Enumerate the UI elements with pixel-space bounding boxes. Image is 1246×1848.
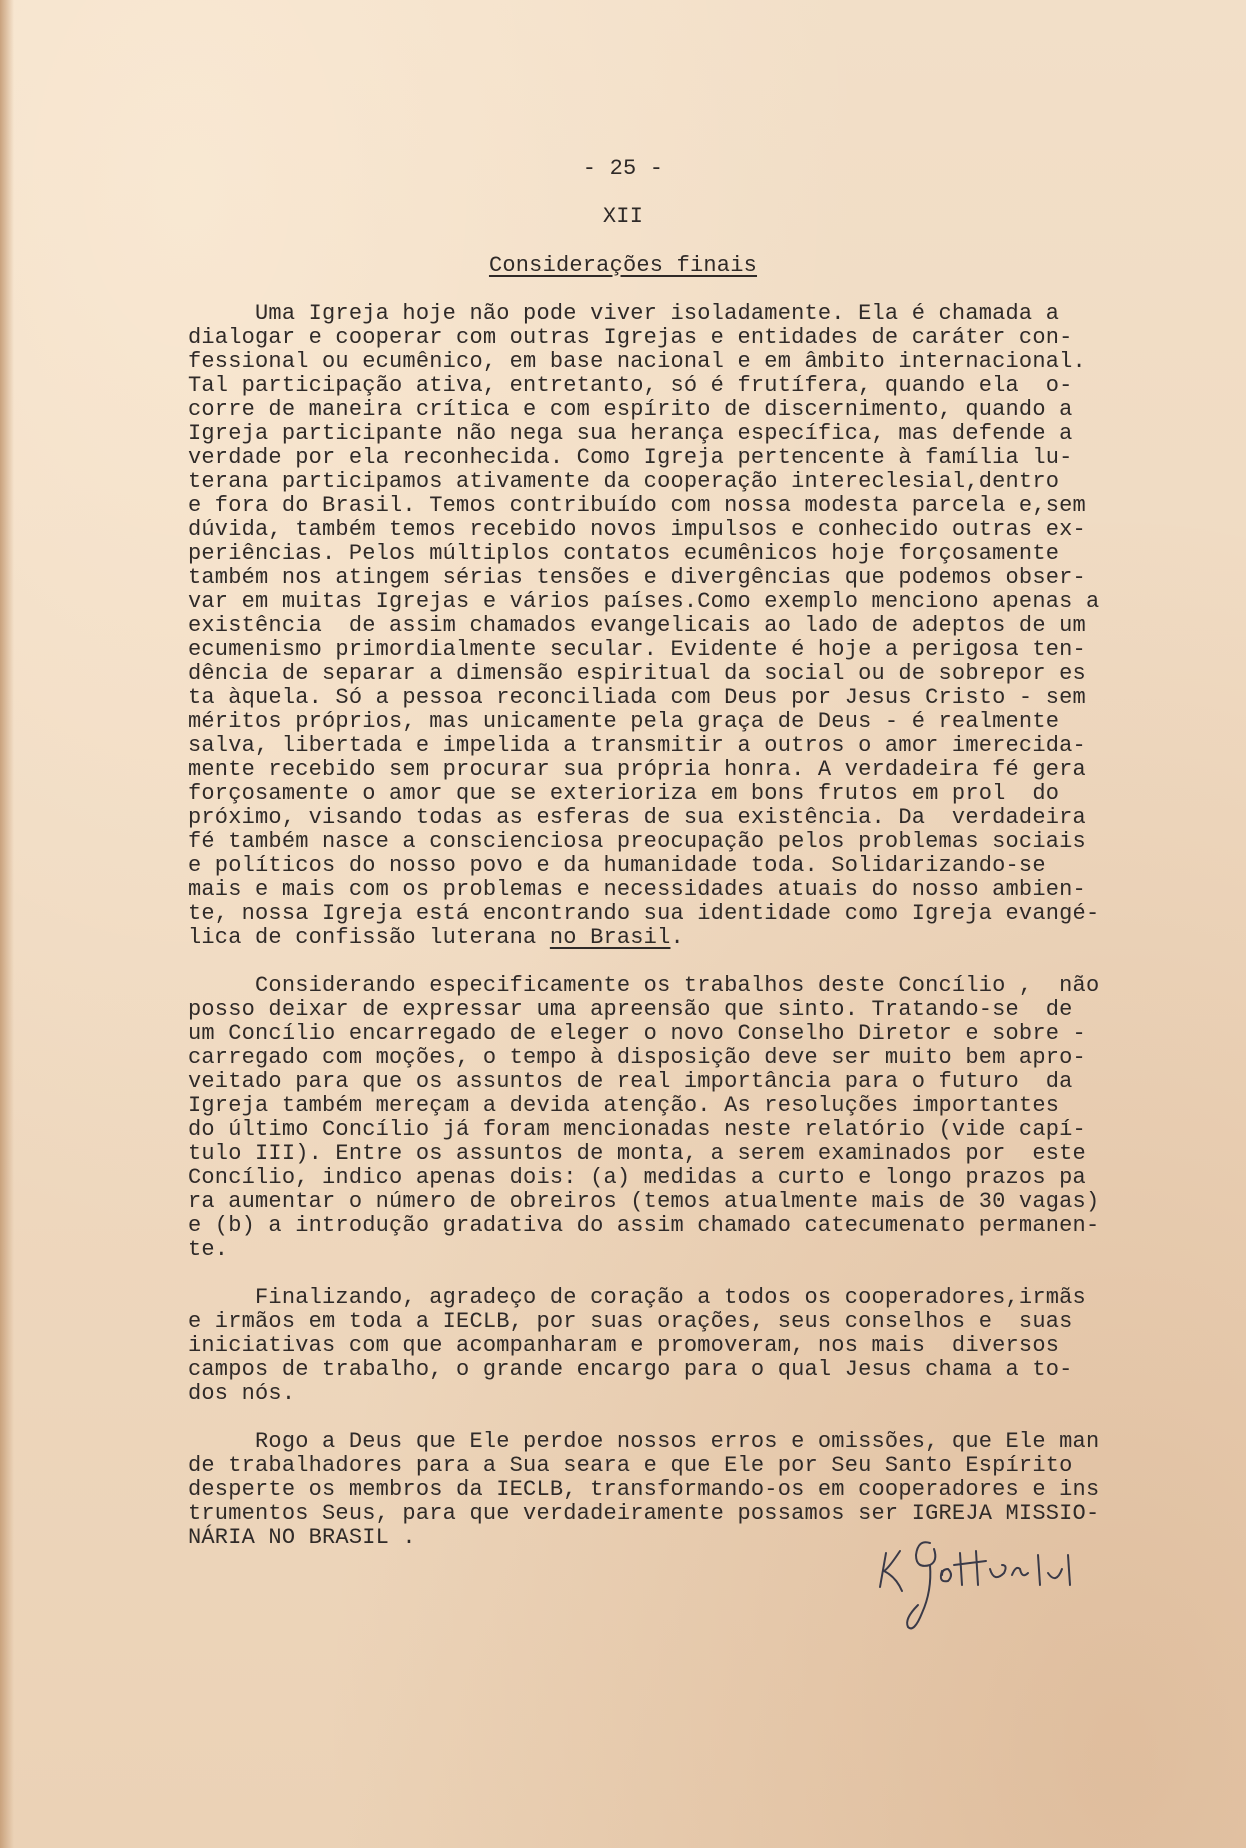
paragraph-line: terana participamos ativamente da cooperação intereclesial,dentro: [188, 469, 1060, 494]
paragraph-line: dúvida, também temos recebido novos impulsos e conhecido outras ex-: [188, 517, 1086, 542]
paragraph-line: Tal participação ativa, entretanto, só é frutífera, quando ela o-: [188, 373, 1073, 398]
paragraph-line: e políticos do nosso povo e da humanidade toda. Solidarizando-se: [188, 853, 1046, 878]
paragraph-line: te.: [188, 1237, 229, 1262]
paragraph-line: existência de assim chamados evangelicais ao lado de adeptos de um: [188, 613, 1086, 638]
paragraph-line: também nos atingem sérias tensões e divergências que podemos obser-: [188, 565, 1086, 590]
paragraph-line: fessional ou ecumênico, em base nacional e em âmbito internacional.: [188, 349, 1086, 374]
paragraph-line: e irmãos em toda a IECLB, por suas orações, seus conselhos e suas: [188, 1309, 1073, 1334]
paragraph-line: Igreja participante não nega sua herança específica, mas defende a: [188, 421, 1073, 446]
paragraph-line: mente recebido sem procurar sua própria honra. A verdadeira fé gera: [188, 757, 1086, 782]
paragraph-line: do último Concílio já foram mencionadas neste relatório (vide capí-: [188, 1117, 1086, 1142]
emphasis-text: no Brasil: [549, 925, 671, 950]
handwritten-signature: [878, 1535, 1098, 1645]
paragraph-line: ecumenismo primordialmente secular. Evidente é hoje a perigosa ten-: [188, 637, 1086, 662]
paragraph-line: e (b) a introdução gradativa do assim chamado catecumenato permanen-: [188, 1213, 1100, 1238]
paragraph-line: te, nossa Igreja está encontrando sua identidade como Igreja evangé-: [188, 901, 1100, 926]
paragraph-line: var em muitas Igrejas e vários países.Como exemplo menciono apenas a: [188, 589, 1100, 614]
paragraph-line: um Concílio encarregado de eleger o novo Conselho Diretor e sobre -: [188, 1021, 1086, 1046]
paragraph-line: Concílio, indico apenas dois: (a) medidas a curto e longo prazos pa: [188, 1165, 1086, 1190]
punctuation: .: [670, 925, 684, 950]
paragraph-line: periências. Pelos múltiplos contatos ecumênicos hoje forçosamente: [188, 541, 1060, 566]
paragraph-line: tulo III). Entre os assuntos de monta, a serem examinados por este: [188, 1141, 1086, 1166]
paragraph-line: desperte os membros da IECLB, transformando-os em cooperadores e ins: [188, 1477, 1100, 1502]
paragraph-line: e fora do Brasil. Temos contribuído com nossa modesta parcela e,sem: [188, 493, 1086, 518]
paragraph-line: próximo, visando todas as esferas de sua existência. Da verdadeira: [188, 805, 1086, 830]
paragraph-line: Uma Igreja hoje não pode viver isoladamente. Ela é chamada a: [188, 301, 1060, 326]
paragraph-line: méritos próprios, mas unicamente pela graça de Deus - é realmente: [188, 709, 1060, 734]
paragraph-line: NÁRIA NO BRASIL .: [188, 1525, 416, 1550]
paragraph-line: mais e mais com os problemas e necessidades atuais do nosso ambien-: [188, 877, 1086, 902]
paragraph-line: posso deixar de expressar uma apreensão que sinto. Tratando-se de: [188, 997, 1073, 1022]
paragraph-line: dialogar e cooperar com outras Igrejas e entidades de caráter con-: [188, 325, 1073, 350]
chapter-number: XII: [602, 204, 644, 229]
paragraph-line: fé também nasce a conscienciosa preocupação pelos problemas sociais: [188, 829, 1086, 854]
paragraph-line: verdade por ela reconhecida. Como Igreja pertencente à família lu-: [188, 445, 1073, 470]
paragraph-line: ta àquela. Só a pessoa reconciliada com Deus por Jesus Cristo - sem: [188, 685, 1086, 710]
paragraph-line: Considerando especificamente os trabalhos deste Concílio , não: [188, 973, 1100, 998]
paragraph-line: Rogo a Deus que Ele perdoe nossos erros e omissões, que Ele man: [188, 1429, 1100, 1454]
paragraph-line: forçosamente o amor que se exterioriza em bons frutos em prol do: [188, 781, 1060, 806]
paragraph-line: corre de maneira crítica e com espírito de discernimento, quando a: [188, 397, 1073, 422]
paragraph-line: Finalizando, agradeço de coração a todos os cooperadores,irmãs: [188, 1285, 1086, 1310]
paragraph-line: de trabalhadores para a Sua seara e que Ele por Seu Santo Espírito: [188, 1453, 1073, 1478]
paragraph-line-text: lica de confissão luterana: [188, 925, 550, 950]
paragraph-line: veitado para que os assuntos de real importância para o futuro da: [188, 1069, 1073, 1094]
paragraph-line: carregado com moções, o tempo à disposição deve ser muito bem apro-: [188, 1045, 1086, 1070]
paragraph-line: ra aumentar o número de obreiros (temos atualmente mais de 30 vagas): [188, 1189, 1100, 1214]
paragraph-line: campos de trabalho, o grande encargo para o qual Jesus chama a to-: [188, 1357, 1073, 1382]
paragraph-last-line: [188, 926, 684, 950]
paragraph-line: salva, libertada e impelida a transmitir a outros o amor imerecida-: [188, 733, 1086, 758]
page-number: - 25 -: [582, 156, 664, 181]
paragraph-line: dência de separar a dimensão espiritual da social ou de sobrepor es: [188, 661, 1086, 686]
section-title-text: Considerações finais: [488, 253, 758, 278]
paragraph-line: trumentos Seus, para que verdadeiramente possamos ser IGREJA MISSIO-: [188, 1501, 1100, 1526]
paragraph-line: iniciativas com que acompanharam e promoveram, nos mais diversos: [188, 1333, 1060, 1358]
paragraph-line: dos nós.: [188, 1381, 296, 1406]
paragraph-line: Igreja também mereçam a devida atenção. As resoluções importantes: [188, 1093, 1060, 1118]
section-title: [0, 253, 1246, 278]
